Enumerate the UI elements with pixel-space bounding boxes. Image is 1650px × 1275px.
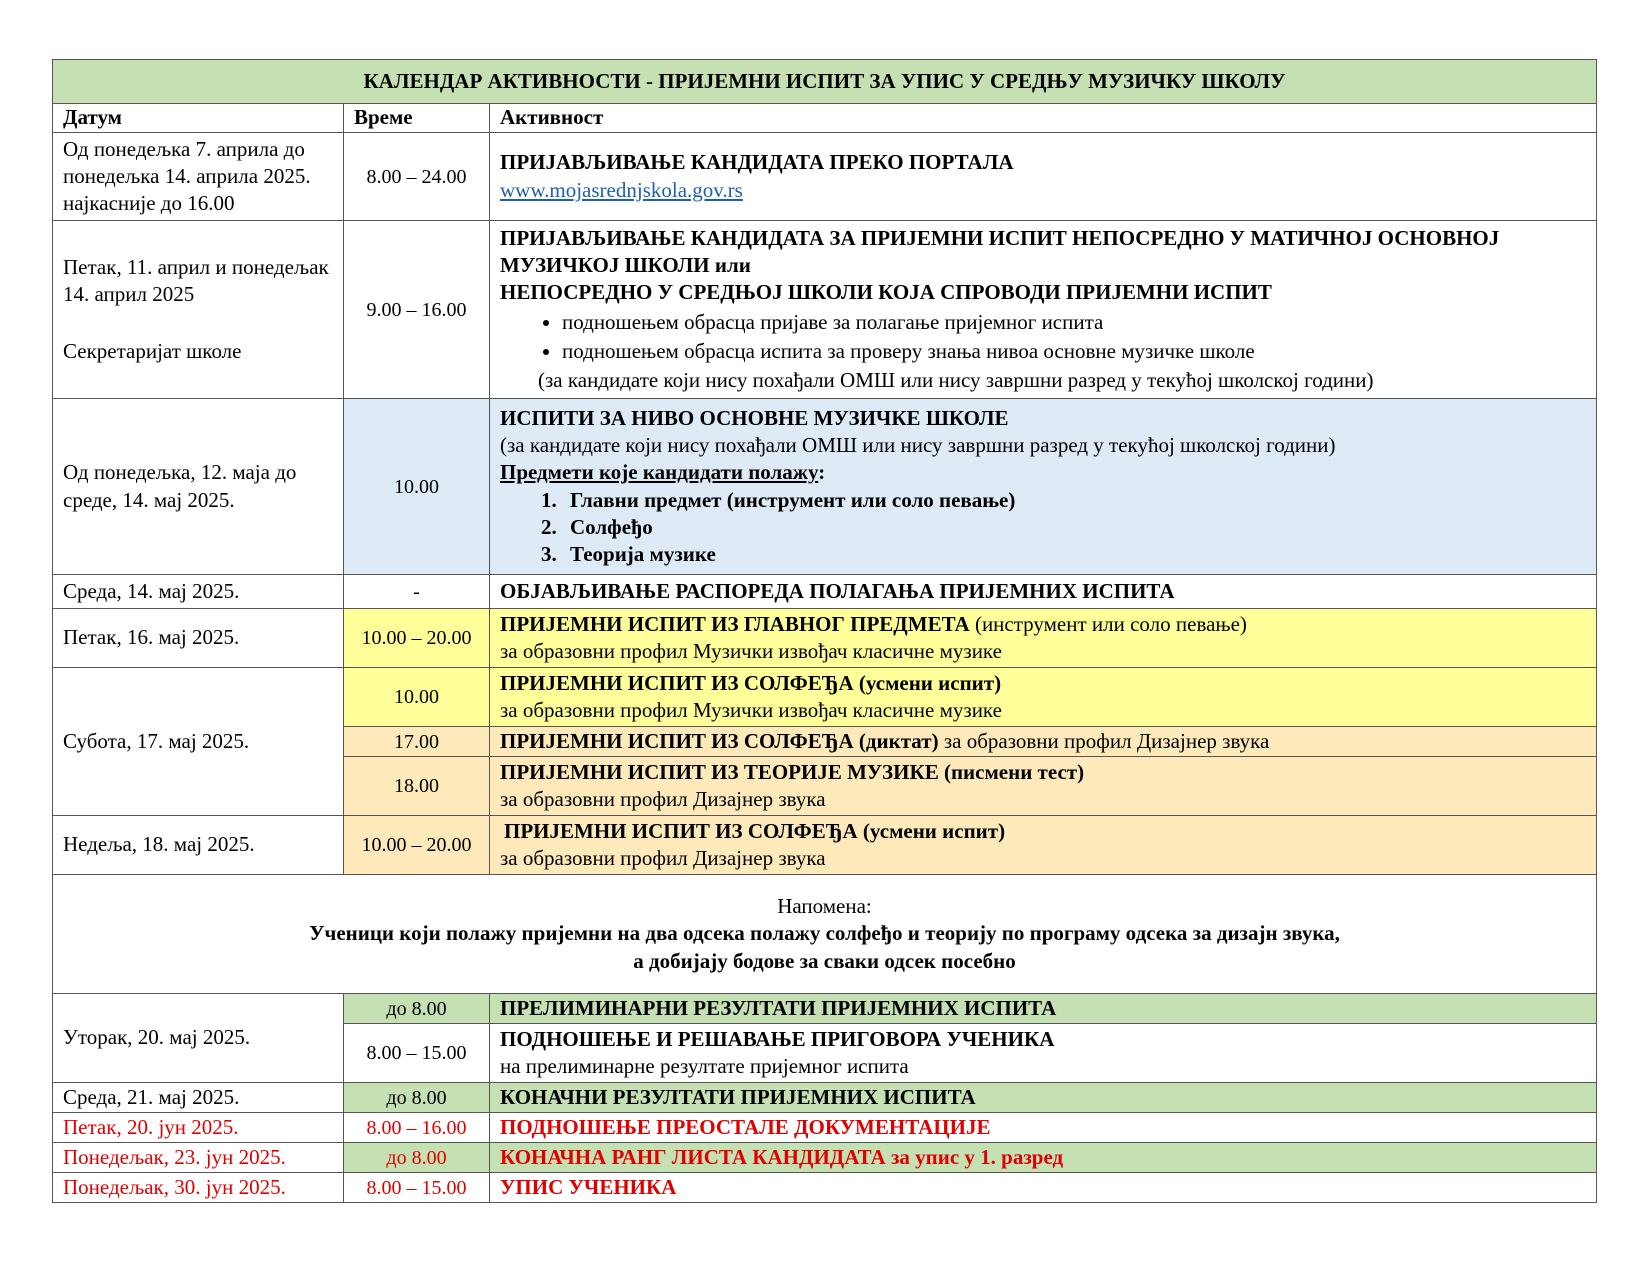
row-date: Субота, 17. мај 2025. <box>53 668 344 816</box>
activity-note: (за кандидате који нису похађали ОМШ или нису завршни разред у текућој школској години) <box>500 432 1336 457</box>
activity-title: ПРИЈЕМНИ ИСПИТ ИЗ ГЛАВНОГ ПРЕДМЕТА <box>500 611 970 636</box>
activity-profile: за образовни профил Музички извођач класичне музике <box>500 698 1002 722</box>
table-row <box>53 133 1597 221</box>
list-item: 2. Солфеђо <box>562 514 1586 541</box>
table-row <box>53 1143 1597 1173</box>
note-row <box>53 875 1597 994</box>
activity-profile: за образовни профил Дизајнер звука <box>938 728 1270 753</box>
row-activity <box>490 668 1597 727</box>
row-date: Понедељак, 30. јун 2025. <box>53 1173 344 1203</box>
row-time: до 8.00 <box>344 1083 490 1113</box>
column-header-date: Датум <box>53 104 344 133</box>
table-row <box>53 1173 1597 1203</box>
subjects-label: Предмети које кандидати полажу <box>500 460 819 485</box>
activity-profile: за образовни профил Дизајнер звука <box>500 846 826 870</box>
list-item: • подношењем обрасца испита за проверу знања нивоа основне музичке школе <box>562 338 1586 365</box>
column-header-activity: Активност <box>490 104 1597 133</box>
row-activity <box>490 816 1597 875</box>
row-time: 8.00 – 24.00 <box>344 133 490 221</box>
activity-title: ПРИЈАВЉИВАЊЕ КАНДИДАТА ПРЕКО ПОРТАЛА <box>500 150 1014 175</box>
row-activity <box>490 1024 1597 1083</box>
activity-title: ИСПИТИ ЗА НИВО ОСНОВНЕ МУЗИЧКЕ ШКОЛЕ <box>500 405 1009 430</box>
row-time: 8.00 – 15.00 <box>344 1024 490 1083</box>
activity-profile: за образовни профил Музички извођач класичне музике <box>500 639 1002 663</box>
row-date: Од понедељка, 12. маја до среде, 14. мај 2025. <box>53 399 344 575</box>
location-text: Секретаријат школе <box>63 339 242 364</box>
row-activity: ИСПИТИ ЗА НИВО ОСНОВНЕ МУЗИЧКЕ ШКОЛЕ (за кандидате који нису похађали ОМШ или нису завршни разред у текућој школској години) Предмети које кандидати полажу: 1. Главни предмет (инструмент или соло певање) 2. Солфеђо 3. Теорија музике <box>490 399 1597 575</box>
row-activity: КОНАЧНА РАНГ ЛИСТА КАНДИДАТА за упис у 1. разред <box>490 1143 1597 1173</box>
row-activity <box>490 727 1597 757</box>
list-item: 3. Теорија музике <box>562 541 1586 568</box>
row-activity <box>490 221 1597 399</box>
row-date: Од понедељка 7. априла до понедељка 14. априла 2025. најкасније до 16.00 <box>53 133 344 221</box>
row-date: Понедељак, 23. јун 2025. <box>53 1143 344 1173</box>
activity-detail: на прелиминарне резултате пријемног испита <box>500 1054 909 1078</box>
row-date: Недеља, 18. мај 2025. <box>53 816 344 875</box>
activity-calendar-table <box>52 59 1597 1203</box>
subjects-list <box>500 487 1586 569</box>
row-activity <box>490 133 1597 221</box>
row-activity: УПИС УЧЕНИКА <box>490 1173 1597 1203</box>
activity-title: ПОДНОШЕЊЕ И РЕШАВАЊЕ ПРИГОВОРА УЧЕНИКА <box>500 1026 1055 1051</box>
table-row <box>53 1083 1597 1113</box>
note-label: Напомена: <box>777 894 872 919</box>
row-date: Среда, 21. мај 2025. <box>53 1083 344 1113</box>
row-date: Уторак, 20. мај 2025. <box>53 994 344 1083</box>
table-title: КАЛЕНДАР АКТИВНОСТИ - ПРИЈЕМНИ ИСПИТ ЗА УПИС У СРЕДЊУ МУЗИЧКУ ШКОЛУ <box>53 60 1597 104</box>
portal-link[interactable]: www.mojasrednjskola.gov.rs <box>500 177 743 202</box>
row-time: 8.00 – 15.00 <box>344 1173 490 1203</box>
column-header-time: Време <box>344 104 490 133</box>
table-row <box>53 609 1597 668</box>
table-row <box>53 994 1597 1024</box>
row-time: - <box>344 575 490 609</box>
date-text: Петак, 11. април и понедељак 14. април 2025 <box>63 254 329 306</box>
list-item: • подношењем обрасца пријаве за полагање пријемног испита <box>562 309 1586 336</box>
row-time: 10.00 <box>344 399 490 575</box>
table-row <box>53 399 1597 575</box>
table-row <box>53 575 1597 609</box>
row-date: Среда, 14. мај 2025. <box>53 575 344 609</box>
note-line-2: а добијају бодове за сваки одсек посебно <box>633 948 1016 973</box>
note-line-1: Ученици који полажу пријемни на два одсека полажу солфеђо и теорију по програму одсека за дизајн звука, <box>309 921 1340 946</box>
activity-title: ПРИЈАВЉИВАЊЕ КАНДИДАТА ЗА ПРИЈЕМНИ ИСПИТ НЕПОСРЕДНО У МАТИЧНОЈ ОСНОВНОЈ МУЗИЧКОЈ ШКОЛИ или <box>500 225 1500 277</box>
row-time: 8.00 – 16.00 <box>344 1113 490 1143</box>
activity-title: ПРИЈЕМНИ ИСПИТ ИЗ СОЛФЕЂА (диктат) <box>500 728 939 753</box>
row-time: 17.00 <box>344 727 490 757</box>
activity-title: ПРИЈЕМНИ ИСПИТ ИЗ СОЛФЕЂА (усмени испит) <box>504 818 1006 843</box>
row-activity: КОНАЧНИ РЕЗУЛТАТИ ПРИЈЕМНИХ ИСПИТА <box>490 1083 1597 1113</box>
table-row <box>53 668 1597 727</box>
activity-title-2: НЕПОСРЕДНО У СРЕДЊОЈ ШКОЛИ КОЈА СПРОВОДИ ПРИЈЕМНИ ИСПИТ <box>500 280 1272 305</box>
row-activity: ОБЈАВЉИВАЊЕ РАСПОРЕДА ПОЛАГАЊА ПРИЈЕМНИХ ИСПИТА <box>490 575 1597 609</box>
row-date: Петак, 16. мај 2025. <box>53 609 344 668</box>
row-time: 9.00 – 16.00 <box>344 221 490 399</box>
row-activity <box>490 609 1597 668</box>
activity-title: ПРИЈЕМНИ ИСПИТ ИЗ СОЛФЕЂА (усмени испит) <box>500 670 1002 695</box>
row-time: 10.00 <box>344 668 490 727</box>
header-row <box>53 104 1597 133</box>
row-date <box>53 221 344 399</box>
activity-title: ПРИЈЕМНИ ИСПИТ ИЗ ТЕОРИЈЕ МУЗИКЕ (писмени тест) <box>500 759 1085 784</box>
requirements-list <box>500 309 1586 366</box>
activity-extra: (инструмент или соло певање) <box>969 611 1247 636</box>
row-activity: ПОДНОШЕЊЕ ПРЕОСТАЛЕ ДОКУМЕНТАЦИЈЕ <box>490 1113 1597 1143</box>
table-row <box>53 816 1597 875</box>
activity-note: (за кандидате који нису похађали ОМШ или нису завршни разред у текућој школској години) <box>538 368 1374 393</box>
list-item: 1. Главни предмет (инструмент или соло певање) <box>562 487 1586 514</box>
table-row <box>53 1113 1597 1143</box>
row-time: 10.00 – 20.00 <box>344 609 490 668</box>
row-time: до 8.00 <box>344 1143 490 1173</box>
row-time: до 8.00 <box>344 994 490 1024</box>
row-time: 10.00 – 20.00 <box>344 816 490 875</box>
row-time: 18.00 <box>344 757 490 816</box>
note-cell <box>53 875 1597 994</box>
activity-profile: за образовни профил Дизајнер звука <box>500 787 826 811</box>
table-row <box>53 221 1597 399</box>
row-activity <box>490 757 1597 816</box>
row-activity: ПРЕЛИМИНАРНИ РЕЗУЛТАТИ ПРИЈЕМНИХ ИСПИТА <box>490 994 1597 1024</box>
row-date: Петак, 20. јун 2025. <box>53 1113 344 1143</box>
